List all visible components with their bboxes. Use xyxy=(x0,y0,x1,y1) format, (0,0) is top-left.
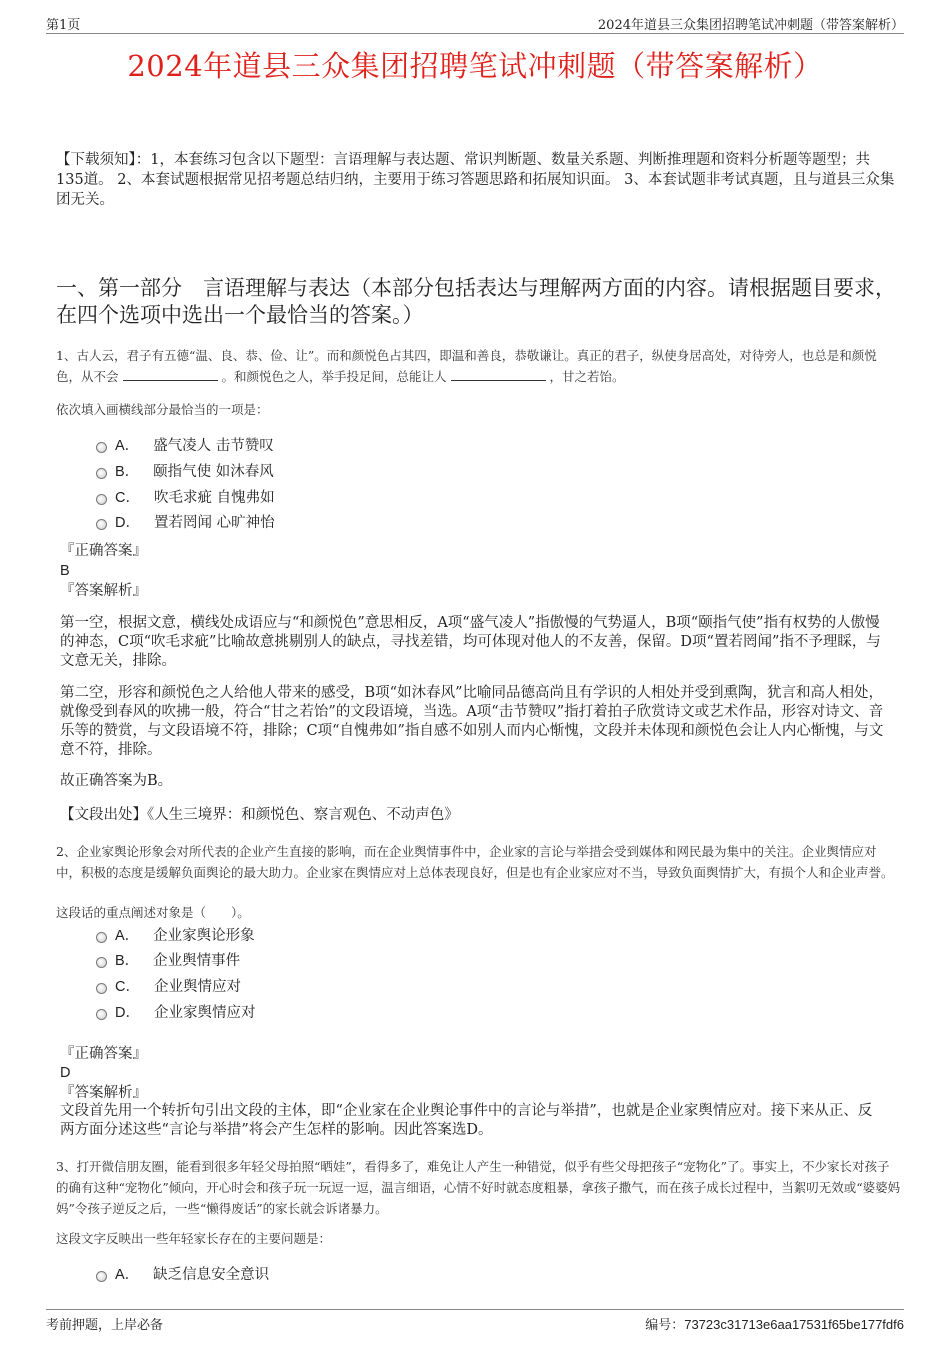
question-2-option-d[interactable]: D． 企业家舆情应对 xyxy=(96,1003,255,1023)
question-1-analysis-2: 第二空，形容和颜悦色之人给他人带来的感受，B项“如沐春风”比喻同品德高尚且有学识的人相处并受到熏陶，犹言和高人相处，就像受到春风的吹拂一般，符合“甘之若饴”的文段语境，当选。A项“击节赞叹”指打着拍子欣赏诗文或艺术作品，形容对诗文、音乐等的赞赏，与文段语境不符，排除；C项“自愧弗如”指自感不如别人而内心惭愧，文段并未体现和颜悦色会让人内心惭愧，与文意不符，排除。 xyxy=(60,685,884,758)
header-doc-title: 2024年道县三众集团招聘笔试冲刺题（带答案解析） xyxy=(597,18,904,33)
question-1-source: 【文段出处】《人生三境界：和颜悦色、察言观色、不动声色》 xyxy=(60,807,459,823)
question-3-stem: 3、打开微信朋友圈，能看到很多年轻父母拍照“晒娃”，看得多了，难免让人产生一种错觉，似乎有些父母把孩子“宠物化”了。事实上，不少家长对孩子的确有这种“宠物化”倾向，开心时会和孩子玩一玩逗一逗，温言细语，心情不好时就态度粗暴，拿孩子撒气，而在孩子成长过程中，当絮叨无效或“婆婆妈妈”令孩子逆反之后，一些“懒得废话”的家长就会诉诸暴力。 xyxy=(56,1159,901,1216)
footer-doc-id: 编号：73723c31713e6aa17531f65be177fdf6 xyxy=(645,1317,904,1333)
radio-icon[interactable] xyxy=(96,519,107,530)
question-2-answer: D xyxy=(60,1065,71,1081)
radio-icon[interactable] xyxy=(96,468,107,479)
question-2-option-c[interactable]: C． 企业舆情应对 xyxy=(96,977,241,997)
fill-blank-1 xyxy=(123,368,218,381)
question-1-conclusion: 故正确答案为B。 xyxy=(60,773,173,789)
fill-blank-2 xyxy=(451,368,546,381)
question-1-option-b[interactable]: B． 颐指气使 如沐春风 xyxy=(96,462,274,482)
question-1-option-a[interactable]: A． 盛气凌人 击节赞叹 xyxy=(96,436,274,456)
radio-icon[interactable] xyxy=(96,494,107,505)
question-3-option-a[interactable]: A． 缺乏信息安全意识 xyxy=(96,1265,269,1285)
question-1-analysis-label: 『答案解析』 xyxy=(60,583,147,599)
question-1-stem: 1、古人云，君子有五德“温、良、恭、俭、让”。而和颜悦色占其四，即温和善良，恭敬谦让。真正的君子，纵使身居高处，对待旁人，也总是和颜悦色，从不会 。和颜悦色之人，举手投足间，总能让人 ，甘之若饴。 xyxy=(56,348,877,384)
question-2-analysis-label: 『答案解析』 xyxy=(60,1085,147,1101)
question-1-option-d[interactable]: D． 置若罔闻 心旷神怡 xyxy=(96,513,275,533)
footer-slogan: 考前押题，上岸必备 xyxy=(46,1318,164,1333)
radio-icon[interactable] xyxy=(96,932,107,943)
question-2-option-b[interactable]: B． 企业舆情事件 xyxy=(96,951,240,971)
question-2-stem: 2、企业家舆论形象会对所代表的企业产生直接的影响，而在企业舆情事件中，企业家的言论与举措会受到媒体和网民最为集中的关注。企业舆情应对中，积极的态度是缓解负面舆论的最大助力。企业家在舆情应对上总体表现良好，但是也有企业家应对不当，导致负面舆情扩大，有损个人和企业声誉。 xyxy=(56,844,894,880)
question-1-answer-label: 『正确答案』 xyxy=(60,543,147,559)
question-2-prompt: 这段话的重点阐述对象是（ ）。 xyxy=(56,905,250,920)
question-1-answer: B xyxy=(60,563,70,579)
question-3-prompt: 这段文字反映出一些年轻家长存在的主要问题是： xyxy=(56,1231,332,1246)
section-heading: 一、第一部分 言语理解与表达（本部分包括表达与理解两方面的内容。请根据题目要求，在四个选项中选出一个最恰当的答案。） xyxy=(56,276,896,327)
page-number: 第1页 xyxy=(46,18,81,33)
header-divider xyxy=(46,33,904,34)
question-1-prompt: 依次填入画横线部分最恰当的一项是： xyxy=(56,402,269,417)
radio-icon[interactable] xyxy=(96,983,107,994)
question-1-analysis-1: 第一空，根据文意，横线处成语应与“和颜悦色”意思相反，A项“盛气凌人”指傲慢的气势逼人，B项“颐指气使”指有权势的人傲慢的神态，C项“吹毛求疵”比喻故意挑剔别人的缺点，寻找差错，均可体现对他人的不友善，保留。D项“置若罔闻”指不予理睬，与文意无关，排除。 xyxy=(60,615,881,669)
page-title: 2024年道县三众集团招聘笔试冲刺题（带答案解析） xyxy=(127,49,823,83)
question-1-option-c[interactable]: C． 吹毛求疵 自愧弗如 xyxy=(96,488,275,508)
radio-icon[interactable] xyxy=(96,1009,107,1020)
radio-icon[interactable] xyxy=(96,957,107,968)
download-notice: 【下载须知】：1，本套练习包含以下题型：言语理解与表达题、常识判断题、数量关系题、判断推理题和资料分析题等题型；共135道。 2、本套试题根据常见招考题总结归纳，主要用于练习答题思路和拓展知识面。 3、本套试题非考试真题，且与道县三众集团无关。 xyxy=(56,152,895,208)
question-2-answer-label: 『正确答案』 xyxy=(60,1046,147,1062)
radio-icon[interactable] xyxy=(96,442,107,453)
footer-divider xyxy=(46,1309,904,1310)
radio-icon[interactable] xyxy=(96,1271,107,1282)
question-2-analysis: 文段首先用一个转折句引出文段的主体，即“企业家在企业舆论事件中的言论与举措”，也就是企业家舆情应对。接下来从正、反两方面分述这些“言论与举措”将会产生怎样的影响。因此答案选D。 xyxy=(60,1103,873,1138)
question-2-option-a[interactable]: A． 企业家舆论形象 xyxy=(96,926,255,946)
